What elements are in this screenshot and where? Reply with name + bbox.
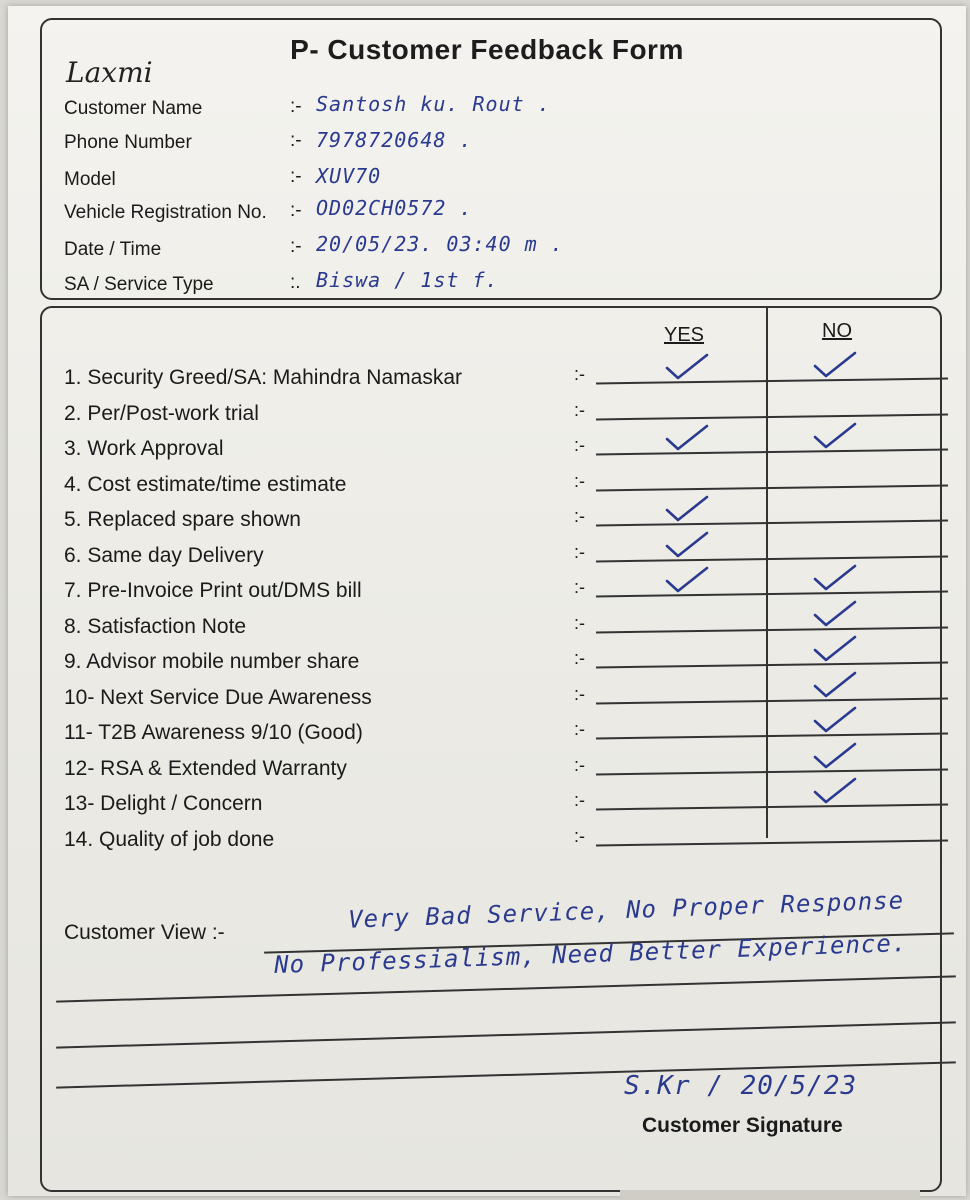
question-label: 11- T2B Awareness 9/10 (Good) — [64, 721, 363, 744]
no-checkmark-icon — [812, 705, 858, 740]
field-separator: :- — [290, 236, 302, 257]
question-label: 2. Per/Post-work trial — [64, 401, 259, 425]
question-label: 4. Cost estimate/time estimate — [64, 472, 347, 496]
customer-signature-label: Customer Signature — [642, 1114, 843, 1137]
question-label: 10- Next Service Due Awareness — [64, 685, 372, 709]
question-label: 5. Replaced spare shown — [64, 508, 301, 531]
yes-checkmark-icon — [664, 565, 710, 600]
field-separator: :- — [290, 130, 302, 151]
question-label: 7. Pre-Invoice Print out/DMS bill — [64, 579, 362, 602]
field-label: Customer Name — [64, 98, 203, 119]
no-checkmark-icon — [812, 741, 858, 776]
field-label: Phone Number — [64, 132, 192, 153]
field-separator: :- — [290, 166, 302, 187]
question-separator: :- — [574, 399, 585, 420]
phone-number-value: 7978720648 . — [316, 128, 473, 152]
question-separator: :- — [574, 612, 585, 633]
customer-view-label: Customer View :- — [64, 921, 225, 944]
field-separator: :- — [290, 200, 302, 221]
question-separator: :- — [574, 683, 585, 704]
yes-checkmark-icon — [664, 423, 710, 458]
no-checkmark-icon — [812, 634, 858, 669]
form-title: P- Customer Feedback Form — [290, 34, 684, 65]
question-label: 13- Delight / Concern — [64, 792, 263, 815]
yes-checkmark-icon — [664, 352, 710, 387]
question-separator: :- — [574, 506, 585, 526]
question-separator: :- — [574, 719, 585, 739]
yes-checkmark-icon — [664, 530, 710, 565]
laxmi-logo: Laxmi — [66, 56, 153, 89]
no-checkmark-icon — [812, 563, 858, 598]
feedback-form-sheet — [8, 6, 966, 1196]
field-label: SA / Service Type — [64, 274, 214, 295]
question-label: 9. Advisor mobile number share — [64, 650, 360, 673]
question-label: 3. Work Approval — [64, 437, 224, 460]
field-label: Date / Time — [64, 239, 162, 260]
page-edge — [620, 1190, 920, 1200]
question-label: 8. Satisfaction Note — [64, 614, 247, 638]
date-time-value: 20/05/23. 03:40 m . — [316, 232, 564, 256]
service-type-value: Biswa / 1st f. — [316, 268, 499, 292]
field-separator: :. — [290, 272, 301, 293]
customer-view-text-line1: Very Bad Service, No Proper Response — [347, 886, 905, 934]
customer-name-value: Santosh ku. Rout . — [316, 92, 551, 116]
model-value: XUV70 — [316, 164, 382, 188]
no-checkmark-icon — [812, 421, 858, 456]
no-checkmark-icon — [812, 350, 858, 385]
question-separator: :- — [574, 790, 585, 810]
field-label: Model — [64, 169, 116, 190]
no-checkmark-icon — [812, 670, 858, 705]
field-label: Vehicle Registration No. — [64, 202, 267, 223]
field-separator: :- — [290, 96, 302, 117]
column-divider — [766, 308, 768, 838]
question-label: 12- RSA & Extended Warranty — [64, 756, 347, 780]
question-separator: :- — [574, 470, 585, 491]
no-checkmark-icon — [812, 599, 858, 634]
question-separator: :- — [574, 577, 585, 597]
yes-column-header: YES — [664, 324, 705, 346]
yes-checkmark-icon — [664, 494, 710, 529]
question-label: 14. Quality of job done — [64, 827, 275, 851]
no-checkmark-icon — [812, 776, 858, 811]
question-label: 1. Security Greed/SA: Mahindra Namaskar — [64, 366, 462, 389]
question-separator: :- — [574, 825, 585, 846]
vehicle-registration-value: OD02CH0572 . — [316, 196, 473, 220]
no-column-header: NO — [822, 320, 852, 342]
question-separator: :- — [574, 364, 585, 384]
question-separator: :- — [574, 435, 585, 455]
question-label: 6. Same day Delivery — [64, 543, 264, 567]
question-separator: :- — [574, 754, 585, 775]
question-separator: :- — [574, 648, 585, 668]
customer-signature-handwritten: S.Kr / 20/5/23 — [624, 1071, 858, 1101]
question-separator: :- — [574, 541, 585, 562]
customer-view-text-line2: No Professialism, Need Better Experience. — [273, 928, 908, 980]
